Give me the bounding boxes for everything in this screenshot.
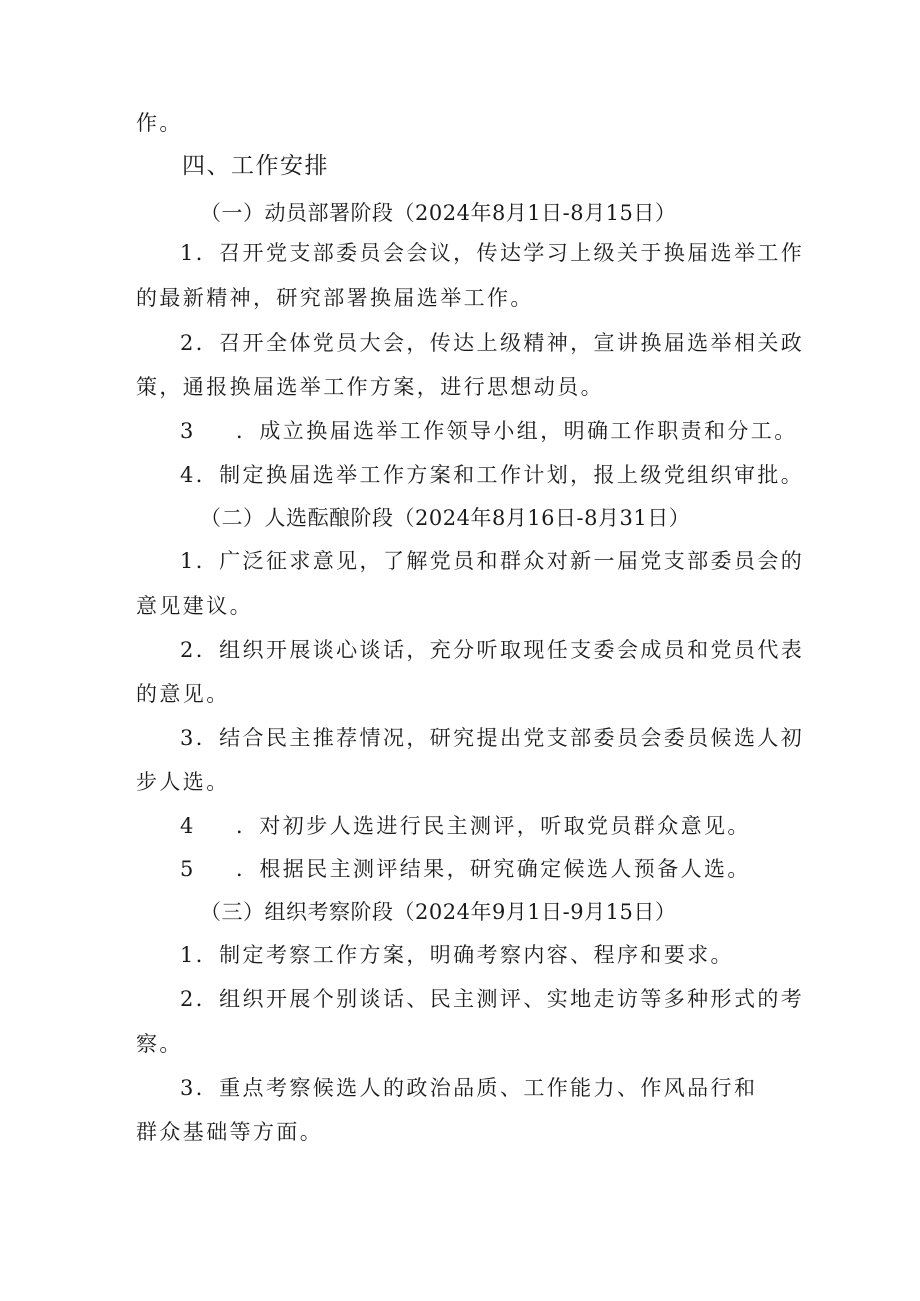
paragraph-line: 4．制定换届选举工作方案和工作计划，报上级党组织审批。 — [180, 463, 805, 487]
paragraph-line: 2．组织开展谈心谈话，充分听取现任支委会成员和党员代表 — [180, 638, 805, 662]
paragraph-line: 2．组织开展个别谈话、民主测评、实地走访等多种形式的考 — [180, 987, 805, 1011]
paragraph-line: 作。 — [136, 111, 183, 135]
paragraph-line: 1．制定考察工作方案，明确考察内容、程序和要求。 — [180, 943, 734, 967]
item-number: 4 — [180, 814, 196, 838]
paragraph-line: 2．召开全体党员大会，传达上级精神，宣讲换届选举相关政 — [180, 331, 805, 355]
paragraph-line: 策，通报换届选举工作方案，进行思想动员。 — [136, 375, 604, 399]
paragraph-line — [180, 811, 840, 841]
section-heading: 四、工作安排 — [182, 153, 329, 179]
paragraph-line: 察。 — [136, 1032, 183, 1056]
paragraph-line: 1．广泛征求意见，了解党员和群众对新一届党支部委员会的 — [180, 549, 805, 573]
item-text: ．根据民主测评结果，研究确定候选人预备人选。 — [236, 857, 751, 881]
paragraph-line: 的意见。 — [136, 682, 230, 706]
subsection-heading: （一）动员部署阶段（2024年8月1日-8月15日） — [200, 201, 677, 225]
paragraph-line: 的最新精神，研究部署换届选举工作。 — [136, 286, 534, 310]
item-text: ．对初步人选进行民主测评，听取党员群众意见。 — [236, 814, 751, 838]
paragraph-line: 3．结合民主推荐情况，研究提出党支部委员会委员候选人初 — [180, 726, 805, 750]
paragraph-line: 3．重点考察候选人的政治品质、工作能力、作风品行和 — [180, 1076, 758, 1100]
item-number: 3 — [180, 419, 196, 443]
subsection-heading: （二）人选酝酿阶段（2024年8月16日-8月31日） — [200, 506, 691, 530]
paragraph-line — [180, 854, 840, 884]
subsection-heading: （三）组织考察阶段（2024年9月1日-9月15日） — [200, 900, 677, 924]
paragraph-line: 群众基础等方面。 — [136, 1120, 324, 1144]
item-number: 5 — [180, 857, 196, 881]
paragraph-line: 意见建议。 — [136, 594, 253, 618]
paragraph-line — [180, 416, 840, 446]
item-text: ．成立换届选举工作领导小组，明确工作职责和分工。 — [236, 419, 798, 443]
paragraph-line: 1．召开党支部委员会会议，传达学习上级关于换届选举工作 — [180, 241, 805, 265]
paragraph-line: 步人选。 — [136, 770, 230, 794]
